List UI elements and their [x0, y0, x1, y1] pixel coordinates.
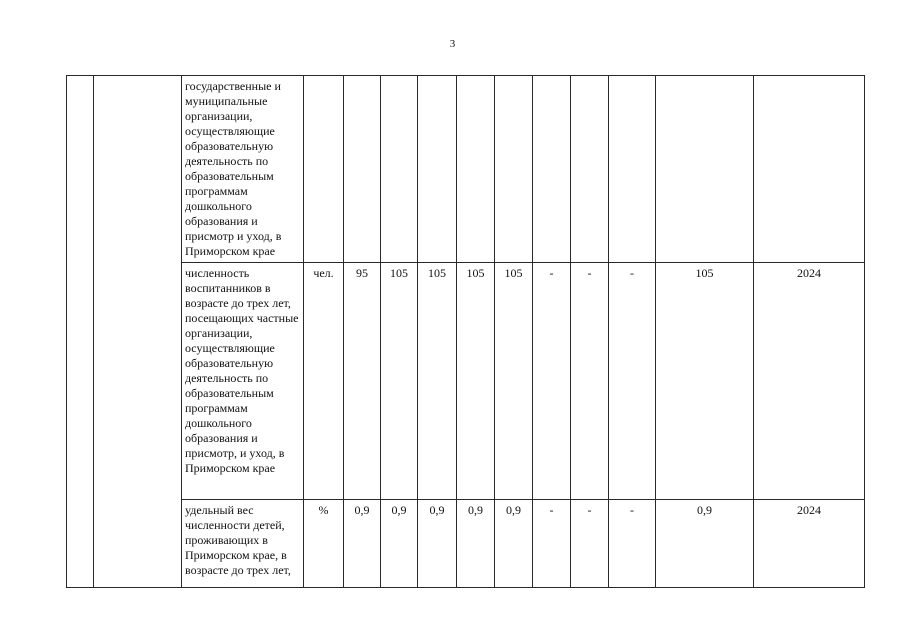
indicator-description: численность воспитанников в возрасте до трех лет, посещающих частные организации, осуществляющие образовательную деятельность по образовательным программам дошкольного образования и присмотр, и уход, в Приморском крае — [182, 263, 304, 500]
table-row — [67, 76, 865, 263]
value-cell: 0,9 — [418, 500, 457, 588]
target-value-cell — [656, 76, 754, 263]
indicator-description: государственные и муниципальные организации, осуществляющие образовательную деятельность по образовательным программам дошкольного образования и присмотр и уход, в Приморском крае — [182, 76, 304, 263]
value-cell: 105 — [457, 263, 495, 500]
table-row — [67, 500, 865, 588]
unit-cell: % — [304, 500, 344, 588]
target-year-cell — [754, 76, 865, 263]
value-cell — [533, 76, 571, 263]
target-value-cell: 105 — [656, 263, 754, 500]
value-cell: 0,9 — [344, 500, 381, 588]
value-cell: 105 — [418, 263, 457, 500]
value-cell: 105 — [381, 263, 418, 500]
value-cell: - — [533, 500, 571, 588]
value-cell — [571, 76, 609, 263]
value-cell: - — [571, 263, 609, 500]
value-cell: 105 — [495, 263, 533, 500]
value-cell — [609, 76, 656, 263]
value-cell — [381, 76, 418, 263]
indicator-group-cell — [94, 76, 182, 588]
value-cell: - — [609, 263, 656, 500]
unit-cell: чел. — [304, 263, 344, 500]
value-cell: - — [609, 500, 656, 588]
value-cell: 0,9 — [457, 500, 495, 588]
target-year-cell: 2024 — [754, 500, 865, 588]
value-cell: - — [571, 500, 609, 588]
value-cell: 0,9 — [495, 500, 533, 588]
unit-cell — [304, 76, 344, 263]
value-cell — [495, 76, 533, 263]
target-value-cell: 0,9 — [656, 500, 754, 588]
index-cell — [67, 76, 94, 588]
value-cell: 0,9 — [381, 500, 418, 588]
indicators-table — [66, 75, 865, 588]
indicator-description: удельный вес численности детей, проживающих в Приморском крае, в возрасте до трех лет, — [182, 500, 304, 588]
value-cell — [457, 76, 495, 263]
table-row — [67, 263, 865, 500]
page-number: 3 — [449, 38, 456, 50]
value-cell: - — [533, 263, 571, 500]
value-cell: 95 — [344, 263, 381, 500]
value-cell — [418, 76, 457, 263]
value-cell — [344, 76, 381, 263]
target-year-cell: 2024 — [754, 263, 865, 500]
